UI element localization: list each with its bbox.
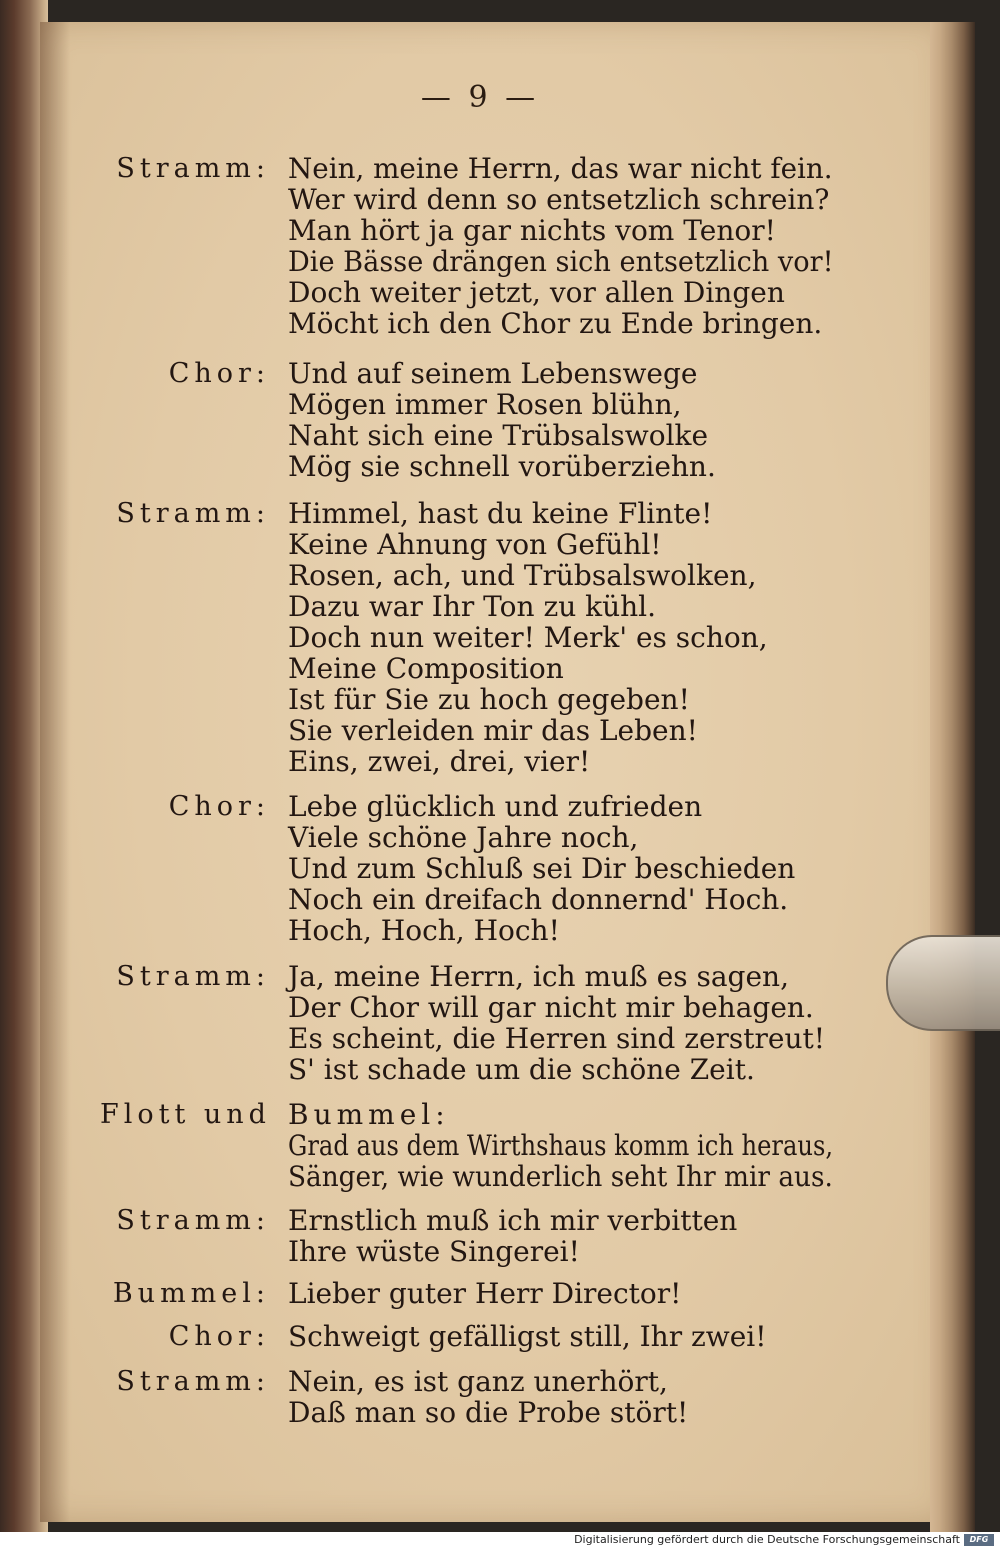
dfg-logo: DFG	[964, 1534, 994, 1546]
verse-line: Schweigt gefälligst still, Ihr zwei!	[288, 1320, 767, 1353]
verse-line: Eins, zwei, drei, vier!	[288, 745, 591, 778]
right-page-edge	[930, 22, 975, 1532]
verse-line: Daß man so die Probe stört!	[288, 1396, 689, 1429]
gutter-shadow	[40, 22, 70, 1522]
verse-line: Rosen, ach, und Trübsalswolken,	[288, 559, 757, 592]
verse-line: Der Chor will gar nicht mir behagen.	[288, 991, 814, 1024]
verse-line: Keine Ahnung von Gefühl!	[288, 528, 662, 561]
verse-line: Und auf seinem Lebenswege	[288, 357, 698, 390]
verse-line: Meine Composition	[288, 652, 564, 685]
speaker-label: Bummel:	[112, 1278, 270, 1309]
digitization-footer	[0, 1532, 1000, 1548]
verse-line: Viele schöne Jahre noch,	[288, 821, 639, 854]
page-clip	[886, 935, 1000, 1031]
verse-line: Und zum Schluß sei Dir beschieden	[288, 852, 796, 885]
verse-line: Mögen immer Rosen blühn,	[288, 388, 682, 421]
verse-line: Man hört ja gar nichts vom Tenor!	[288, 214, 776, 247]
speaker-label: Flott und	[100, 1099, 271, 1130]
verse-line: Nein, es ist ganz unerhört,	[288, 1365, 668, 1398]
verse-line: Sänger, wie wunderlich seht Ihr mir aus.	[288, 1160, 833, 1193]
verse-line: Lebe glücklich und zufrieden	[288, 790, 703, 823]
verse-line: Doch weiter jetzt, vor allen Dingen	[288, 276, 785, 309]
verse-line: Ja, meine Herrn, ich muß es sagen,	[288, 960, 789, 993]
verse-line: Wer wird denn so entsetzlich schrein?	[288, 183, 830, 216]
verse-line: Noch ein dreifach donnernd' Hoch.	[288, 883, 789, 916]
verse-line: Doch nun weiter! Merk' es schon,	[288, 621, 768, 654]
verse-line: Dazu war Ihr Ton zu kühl.	[288, 590, 657, 623]
verse-line: Es scheint, die Herren sind zerstreut!	[288, 1022, 826, 1055]
page-number: — 9 —	[420, 80, 540, 115]
verse-line: Ist für Sie zu hoch gegeben!	[288, 683, 690, 716]
verse-line: Naht sich eine Trübsalswolke	[288, 419, 709, 452]
speaker-label: Stramm:	[116, 1205, 270, 1236]
speaker-label: Chor:	[168, 358, 270, 389]
speaker-label: Chor:	[168, 1321, 270, 1352]
speaker-label: Stramm:	[116, 498, 270, 529]
speaker-label: Chor:	[168, 791, 270, 822]
verse-line: Nein, meine Herrn, das war nicht fein.	[288, 152, 833, 185]
verse-line: S' ist schade um die schöne Zeit.	[288, 1053, 755, 1086]
verse-line: Ernstlich muß ich mir verbitten	[288, 1204, 738, 1237]
verse-line: Hoch, Hoch, Hoch!	[288, 914, 560, 947]
funding-credit: Digitalisierung gefördert durch die Deutsche Forschungsgemeinschaft	[574, 1533, 960, 1546]
speaker-label-continued: Bummel:	[288, 1098, 450, 1131]
speaker-label: Stramm:	[116, 1366, 270, 1397]
verse-line: Himmel, hast du keine Flinte!	[288, 497, 713, 530]
verse-line: Möcht ich den Chor zu Ende bringen.	[288, 307, 823, 340]
speaker-label: Stramm:	[116, 153, 270, 184]
verse-line: Ihre wüste Singerei!	[288, 1235, 580, 1268]
speaker-label: Stramm:	[116, 961, 270, 992]
verse-line: Mög sie schnell vorüberziehn.	[288, 450, 716, 483]
verse-line: Grad aus dem Wirthshaus komm ich heraus,	[288, 1129, 834, 1162]
verse-line: Die Bässe drängen sich entsetzlich vor!	[288, 245, 834, 278]
verse-line: Lieber guter Herr Director!	[288, 1277, 682, 1310]
verse-line: Sie verleiden mir das Leben!	[288, 714, 698, 747]
